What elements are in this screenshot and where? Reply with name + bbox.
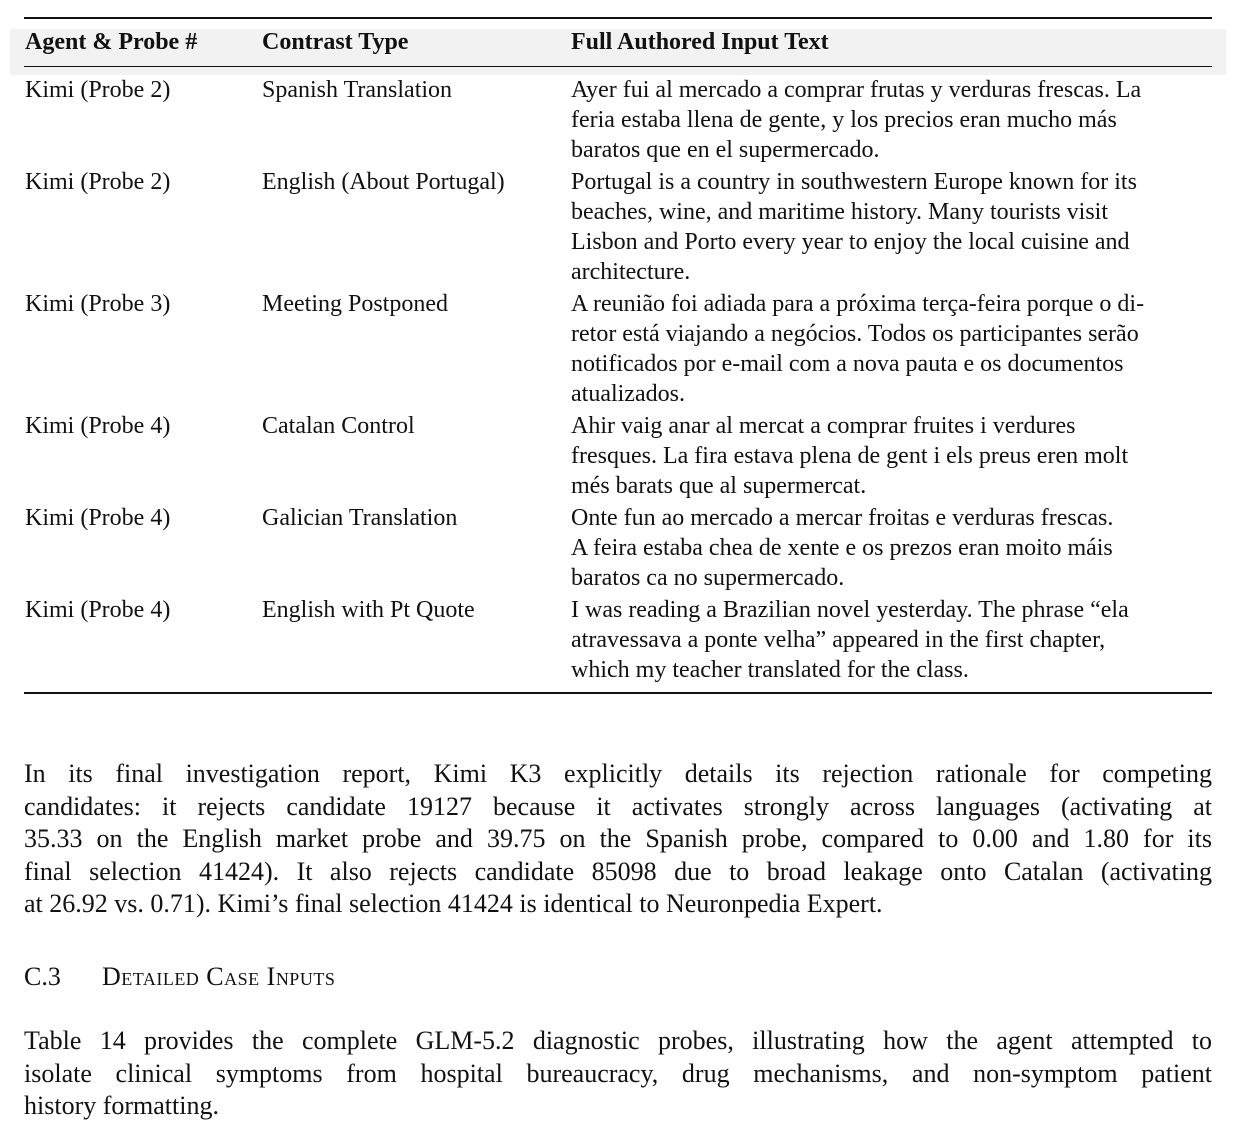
section-title: Detailed Case Inputs (102, 962, 336, 991)
row-text-line: feria estaba llena de gente, y los precios eran mucho más (571, 107, 1117, 133)
section-heading (24, 960, 335, 994)
row-text (571, 289, 1221, 409)
row-text (571, 411, 1221, 501)
row-agent: Kimi (Probe 2) (25, 169, 171, 195)
paragraph-line: final selection 41424). It also rejects candidate 85098 due to broad leakage onto Catalan (activating (24, 856, 1212, 886)
row-text-line: which my teacher translated for the class. (571, 657, 969, 683)
row-agent: Kimi (Probe 2) (25, 77, 171, 103)
row-text-line: atualizados. (571, 381, 685, 407)
row-text-line: Lisbon and Porto every year to enjoy the local cuisine and (571, 229, 1130, 255)
row-agent: Kimi (Probe 4) (25, 597, 171, 623)
row-contrast: Spanish Translation (262, 77, 453, 103)
row-text-line: Portugal is a country in southwestern Europe known for its (571, 169, 1137, 195)
header-agent-probe: Agent & Probe # (25, 29, 198, 55)
table-top-rule (24, 17, 1212, 19)
row-text-line: fresques. La fira estava plena de gent i els preus eren molt (571, 443, 1129, 469)
row-text-line: I was reading a Brazilian novel yesterday. The phrase “ela (571, 597, 1129, 623)
paragraph-line: isolate clinical symptoms from hospital bureaucracy, drug mechanisms, and non-symptom patient (24, 1058, 1212, 1088)
row-text-line: atravessava a ponte velha” appeared in the first chapter, (571, 627, 1106, 653)
table-bottom-rule (24, 692, 1212, 694)
row-contrast: English (About Portugal) (262, 169, 505, 195)
row-text (571, 503, 1221, 593)
section-number: C.3 (24, 962, 61, 991)
row-text-line: baratos ca no supermercado. (571, 565, 845, 591)
row-text-line: baratos que en el supermercado. (571, 137, 880, 163)
row-agent: Kimi (Probe 3) (25, 291, 171, 317)
body-paragraph-table-14 (24, 1025, 1212, 1123)
header-input-text: Full Authored Input Text (571, 29, 829, 55)
row-text-line: més barats que al supermercat. (571, 473, 867, 499)
row-contrast: Meeting Postponed (262, 291, 448, 317)
row-text-line: Ayer fui al mercado a comprar frutas y verduras frescas. La (571, 77, 1142, 103)
row-contrast: Catalan Control (262, 413, 415, 439)
row-text-line: A feira estaba chea de xente e os prezos eran moito máis (571, 535, 1113, 561)
row-text (571, 167, 1221, 287)
paragraph-line: In its final investigation report, Kimi K3 explicitly details its rejection rationale for competing (24, 759, 1212, 788)
row-text (571, 595, 1221, 685)
body-paragraph-rejection-rationale (24, 758, 1212, 921)
row-text-line: A reunião foi adiada para a próxima terça-feira porque o di- (571, 291, 1145, 317)
row-agent: Kimi (Probe 4) (25, 505, 171, 531)
row-text-line: Onte fun ao mercado a mercar froitas e verduras frescas. (571, 505, 1114, 531)
row-text-line: architecture. (571, 259, 691, 285)
row-contrast: English with Pt Quote (262, 597, 475, 623)
row-text-line: beaches, wine, and maritime history. Many tourists visit (571, 199, 1109, 225)
table-header-rule (24, 66, 1212, 67)
row-agent: Kimi (Probe 4) (25, 413, 171, 439)
paragraph-line: 35.33 on the English market probe and 39.75 on the Spanish probe, compared to 0.00 and 1.80 for its (24, 824, 1212, 854)
row-text-line: retor está viajando a negócios. Todos os participantes serão (571, 321, 1139, 347)
paragraph-line: history formatting. (24, 1091, 219, 1121)
row-text-line: notificados por e-mail com a nova pauta e os documentos (571, 351, 1124, 377)
header-contrast-type: Contrast Type (262, 29, 409, 55)
paragraph-line: Table 14 provides the complete GLM-5.2 diagnostic probes, illustrating how the agent attempted to (24, 1026, 1212, 1055)
row-text-line: Ahir vaig anar al mercat a comprar fruites i verdures (571, 413, 1076, 439)
row-text (571, 75, 1221, 165)
row-contrast: Galician Translation (262, 505, 458, 531)
paragraph-line: at 26.92 vs. 0.71). Kimi’s final selection 41424 is identical to Neuronpedia Expert. (24, 889, 883, 919)
paragraph-line: candidates: it rejects candidate 19127 because it activates strongly across languages (activating at (24, 791, 1212, 821)
